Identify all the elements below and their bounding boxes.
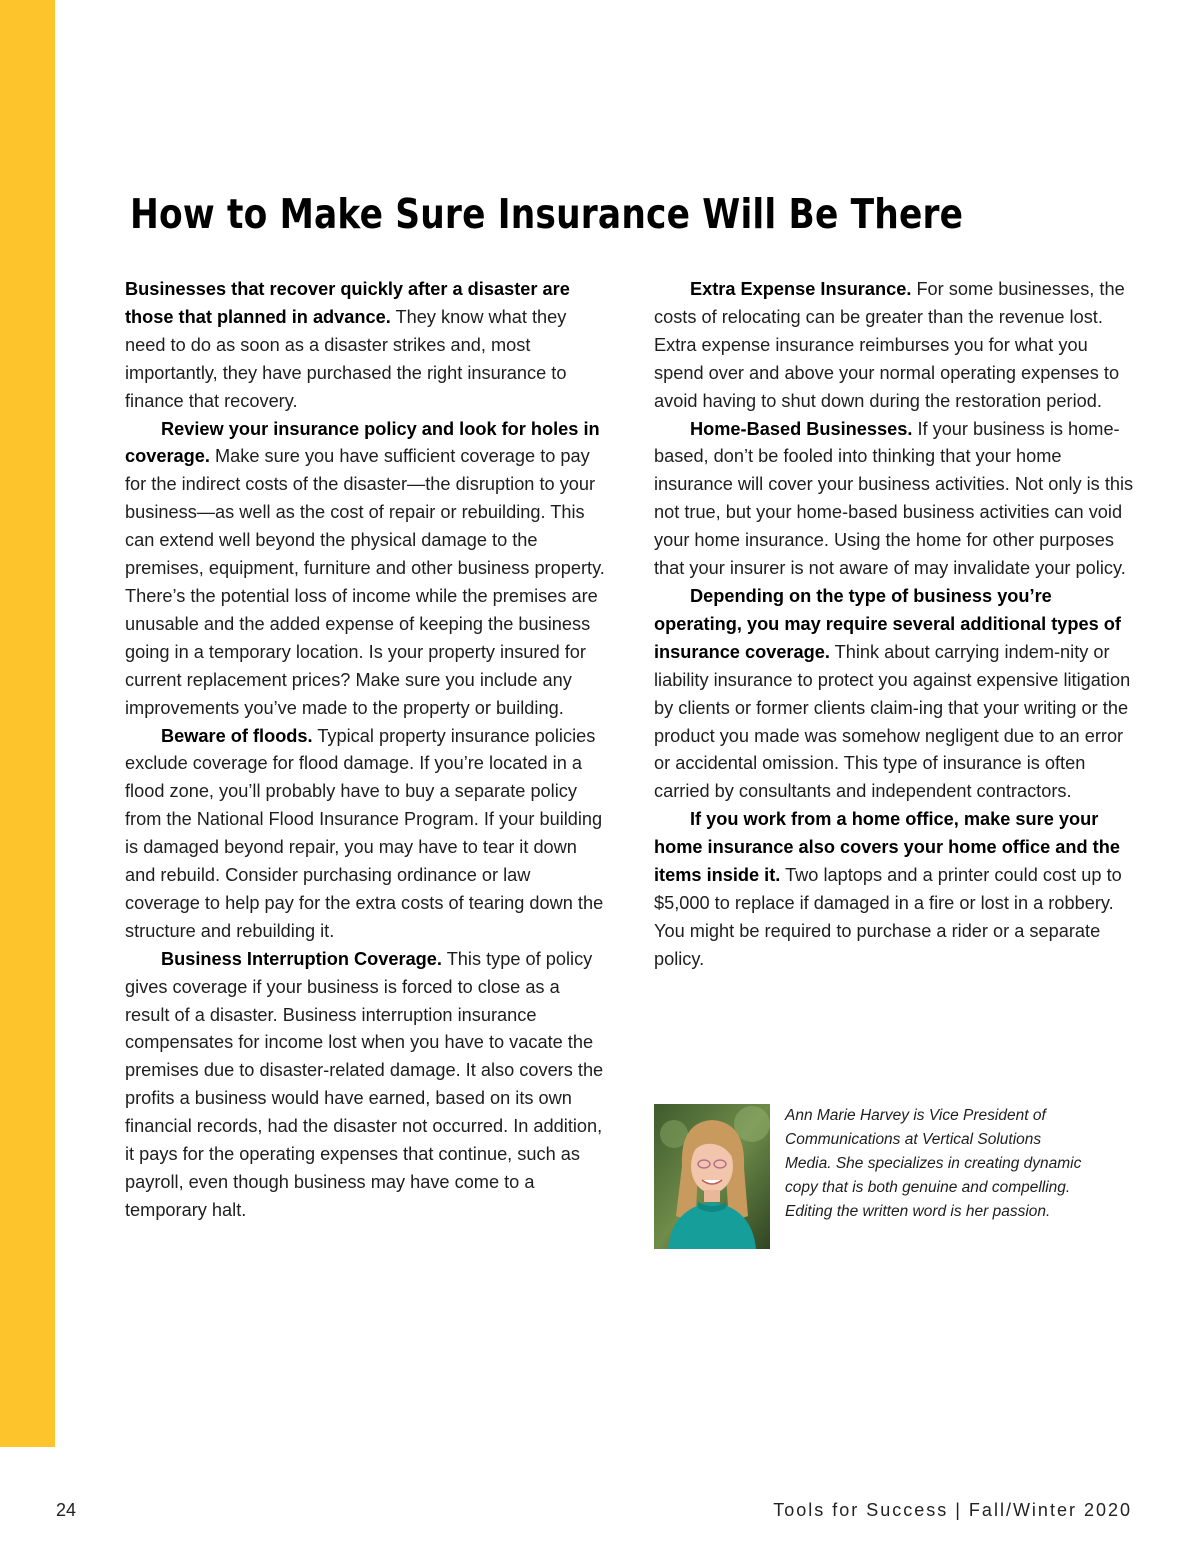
- page-number: 24: [56, 1500, 77, 1520]
- paragraph: [654, 583, 1134, 806]
- paragraph: [654, 276, 1134, 416]
- paragraph: [125, 416, 605, 723]
- article-title: How to Make Sure Insurance Will Be There: [130, 190, 964, 238]
- author-bio: [654, 1104, 1134, 1249]
- paragraph-lead: If you work from a home office, make sure your home insurance also covers your home office and the items inside it.: [654, 809, 1120, 886]
- paragraph-text: For some businesses, the costs of relocating can be greater than the revenue lost. Extra expense insurance reimburses you for what you spend over and above your normal operating expenses to avoid having to shut down during the restoration period.: [654, 279, 1125, 411]
- left-column: [125, 276, 605, 1225]
- author-bio-text: Ann Marie Harvey is Vice President of Communications at Vertical Solutions Media. She specializes in creating dynamic copy that is both genuine and compelling. Editing the written word is her passion.: [785, 1107, 1082, 1220]
- paragraph-lead: Extra Expense Insurance.: [690, 279, 912, 299]
- paragraph-text: They know what they need to do as soon as a disaster strikes and, most importantly, they have purchased the right insurance to finance that recovery.: [125, 306, 567, 411]
- accent-sidebar: [0, 0, 55, 1447]
- paragraph-text: Think about carrying indem-nity or liability insurance to protect you against expensive litigation by clients or former clients claim-ing that your writing or the product you made was somehow negligent due to an error or accidental omission. This type of insurance is often carried by consultants and independent contractors.: [654, 641, 1131, 802]
- paragraph-text: This type of policy gives coverage if your business is forced to close as a result of a disaster. Business interruption insurance compensates for income lost when you have to vacate the premises due to disaster-related damage. It also covers the profits a business would have earned, based on its own financial records, had the disaster not occurred. In addition, it pays for the operating expenses that continue, such as payroll, even though business may have come to a temporary halt.: [125, 948, 604, 1220]
- paragraph-lead: Businesses that recover quickly after a disaster are those that planned in advance.: [125, 279, 570, 327]
- paragraph-lead: Home-Based Businesses.: [690, 418, 913, 439]
- paragraph-text: Two laptops and a printer could cost up to $5,000 to replace if damaged in a fire or lost in a robbery. You might be required to purchase a rider or a separate policy.: [654, 865, 1122, 969]
- paragraph: [654, 416, 1134, 583]
- paragraph: [654, 806, 1134, 973]
- paragraph-text: If your business is home-based, don’t be fooled into thinking that your home insurance will cover your business activities. Not only is this not true, but your home-based business activities can void your home insurance. Using the home for other purposes that your insurer is not aware of may invalidate your policy.: [654, 418, 1134, 579]
- paragraph: [125, 946, 605, 1225]
- paragraph-lead: Review your insurance policy and look for holes in coverage.: [125, 418, 600, 467]
- paragraph-lead: Depending on the type of business you’re operating, you may require several additional types of insurance coverage.: [654, 585, 1121, 662]
- paragraph-lead: Business Interruption Coverage.: [161, 948, 442, 969]
- publication-footer: Tools for Success | Fall/Winter 2020: [773, 1500, 1132, 1520]
- author-photo: [654, 1104, 770, 1249]
- paragraph: [125, 723, 605, 946]
- right-column: [654, 276, 1134, 974]
- author-portrait-image: [654, 1104, 770, 1249]
- paragraph-lead: Beware of floods.: [161, 725, 313, 746]
- paragraph-text: Make sure you have sufficient coverage to pay for the indirect costs of the disaster—the disruption to your business—as well as the cost of repair or rebuilding. This can extend well beyond the physical damage to the premises, equipment, furniture and other business property. There’s the potential loss of income while the premises are unusable and the added expense of keeping the business going in a temporary location. Is your property insured for current replacement prices? Make sure you include any improvements you’ve made to the property or building.: [125, 446, 605, 718]
- paragraph: [125, 276, 605, 416]
- paragraph-text: Typical property insurance policies exclude coverage for flood damage. If you’re located in a flood zone, you’ll probably have to buy a separate policy from the National Flood Insurance Program. If your building is damaged beyond repair, you may have to tear it down and rebuild. Consider purchasing ordinance or law coverage to help pay for the extra costs of tearing down the structure and rebuilding it.: [125, 725, 604, 941]
